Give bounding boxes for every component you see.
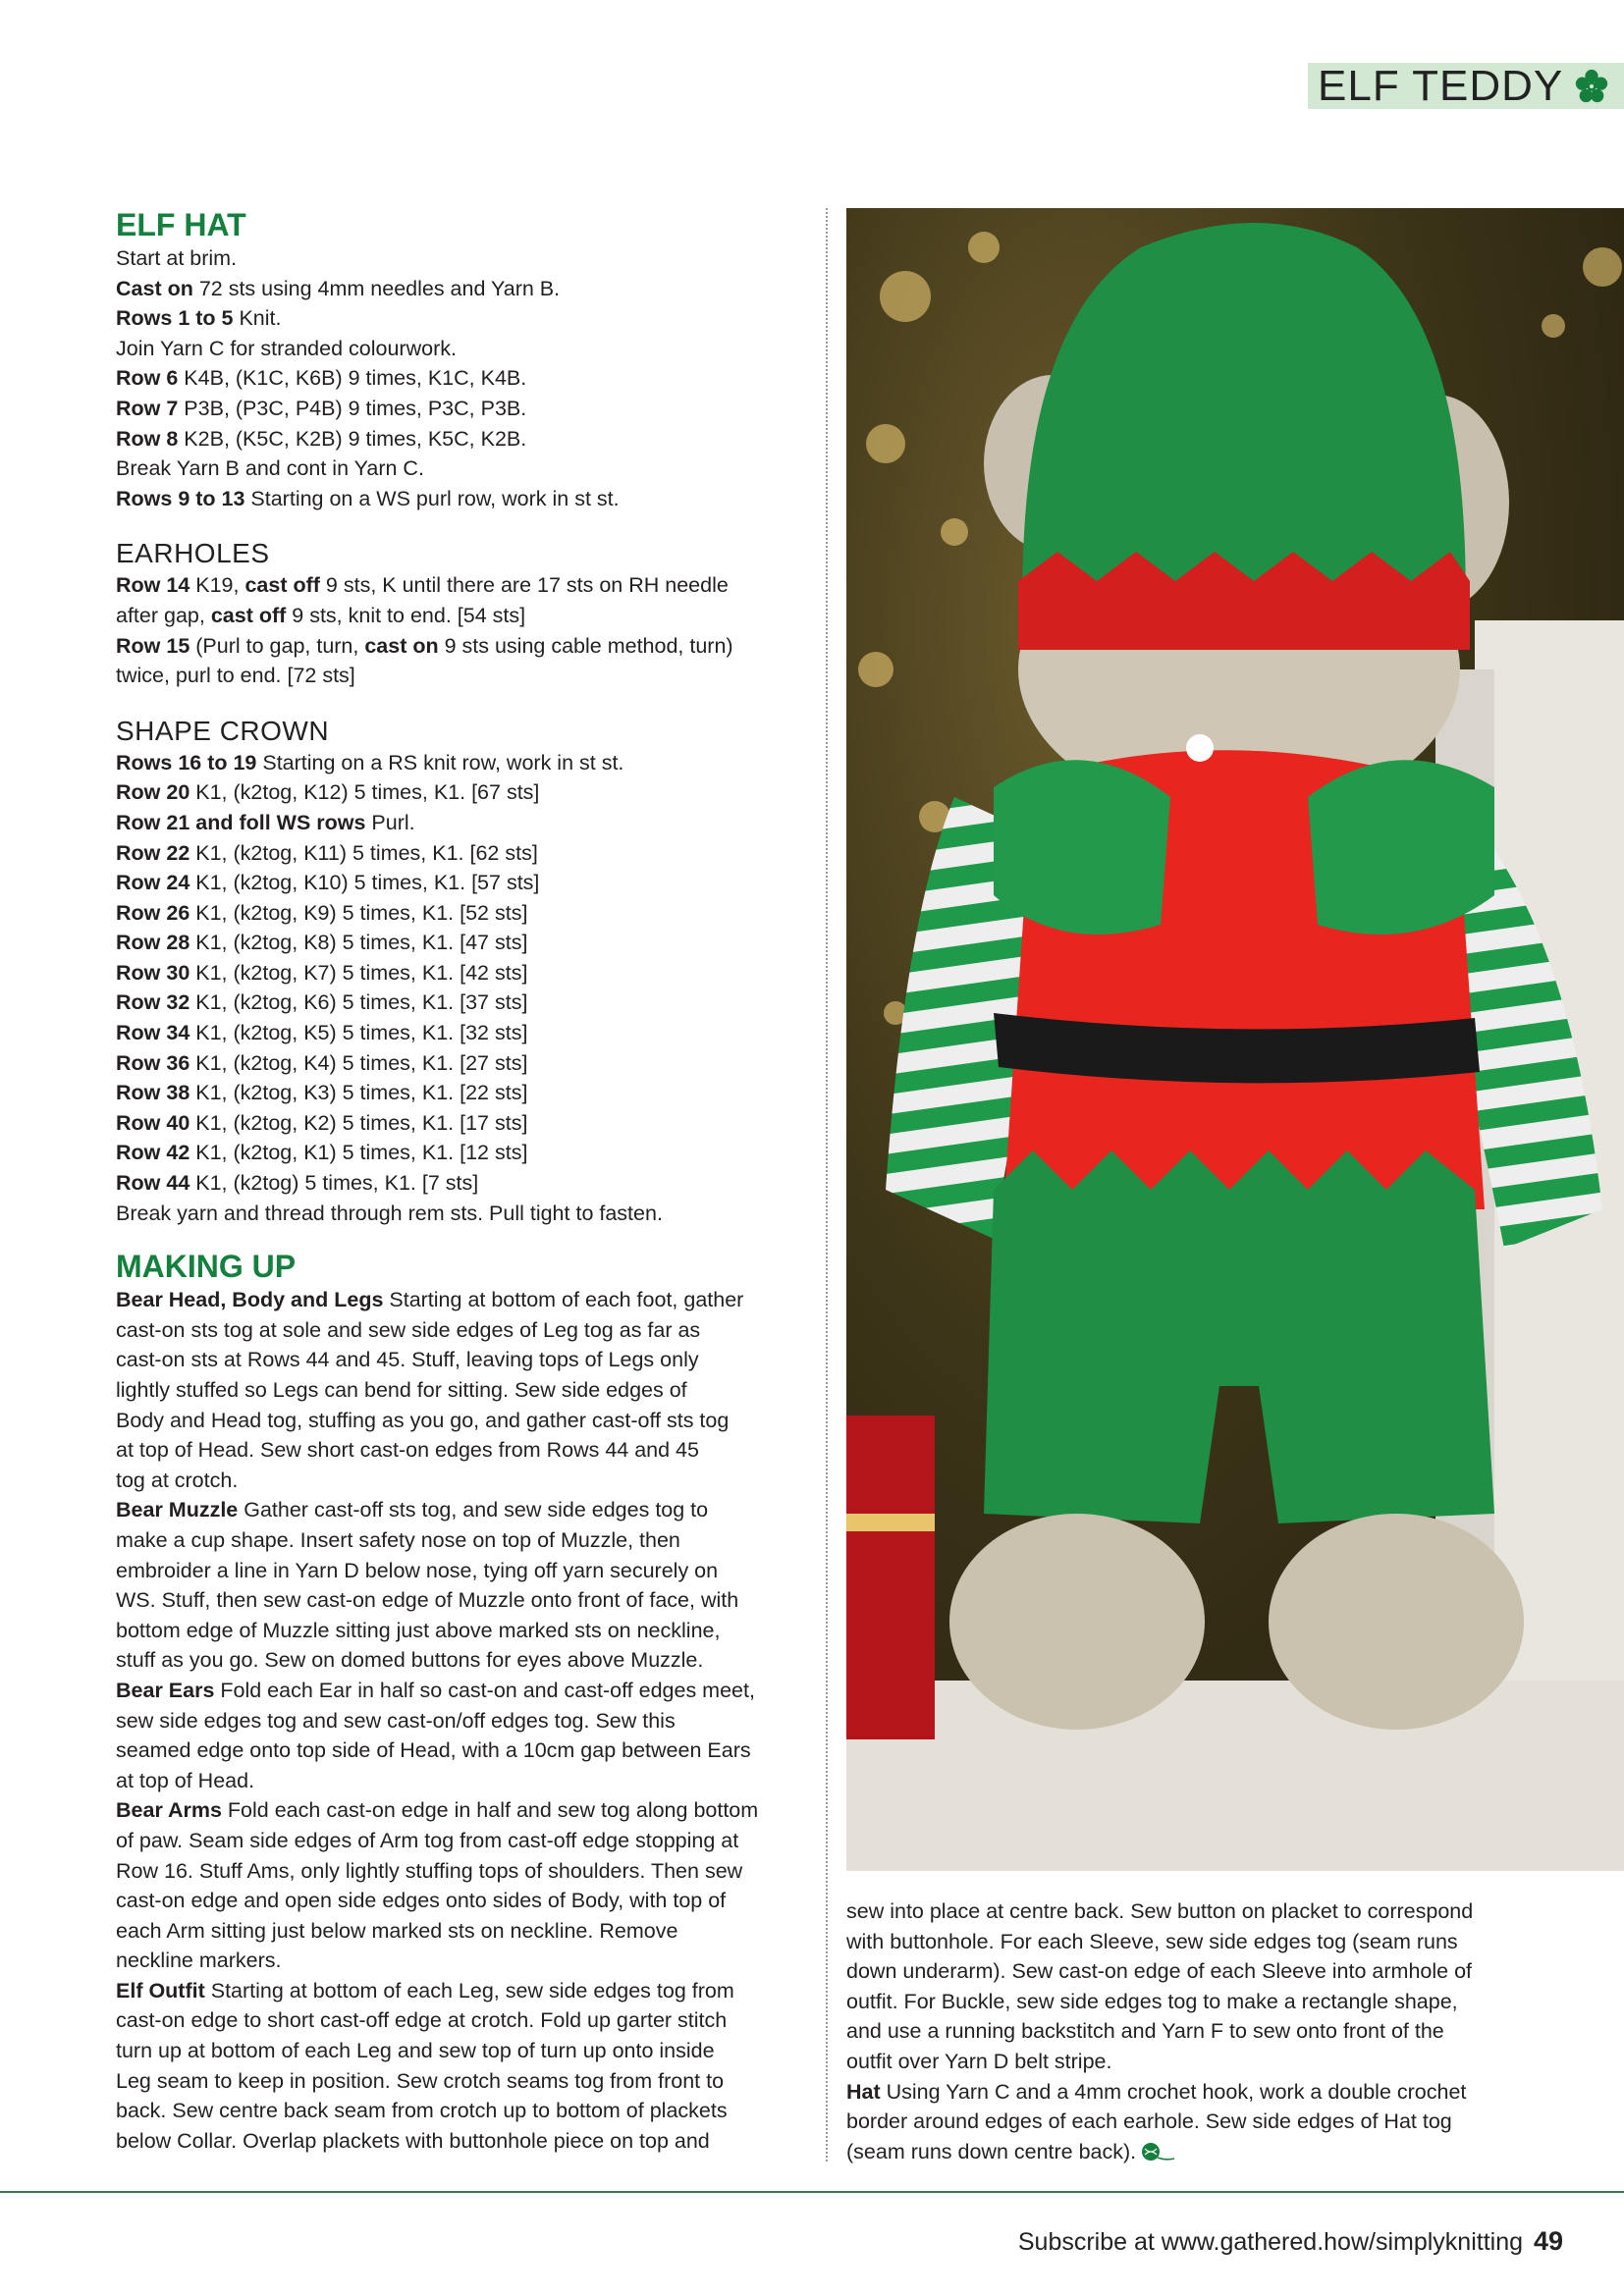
text-line (116, 631, 813, 662)
body-text: bottom edge of Muzzle sitting just above marked sts on neckline, (116, 1618, 721, 1642)
making-up-body (116, 1285, 813, 2156)
page-number: 49 (1533, 2226, 1563, 2256)
body-text: K1, (k2tog, K4) 5 times, K1. [27 sts] (189, 1050, 528, 1075)
text-line (116, 2096, 813, 2126)
body-text: Knit. (233, 306, 282, 331)
text-line (116, 1766, 813, 1796)
body-text: at top of Head. (116, 1768, 255, 1792)
bold-label: cast off (244, 573, 320, 598)
text-line (116, 1856, 813, 1887)
body-text: stuff as you go. Sew on domed buttons for eyes above Muzzle. (116, 1648, 704, 1673)
text-line (116, 808, 813, 838)
body-text: twice, purl to end. [72 sts] (116, 664, 355, 688)
body-text: K1, (k2tog) 5 times, K1. [7 sts] (189, 1171, 479, 1196)
text-line (116, 1315, 813, 1346)
text-line (116, 1676, 813, 1706)
bold-label: Rows 1 to 5 (116, 306, 234, 331)
text-line (116, 1078, 813, 1108)
body-text: WS. Stuff, then sew cast-on edge of Muzzle onto front of face, with (116, 1588, 739, 1613)
text-line (116, 1406, 813, 1436)
bold-label: Row 20 (116, 780, 190, 805)
bold-label: Row 14 (116, 573, 190, 598)
body-text: K1, (k2tog, K5) 5 times, K1. [32 sts] (189, 1021, 528, 1045)
text-line (116, 1138, 813, 1168)
bold-label: Row 6 (116, 366, 179, 391)
body-text: Starting on a RS knit row, work in st st. (256, 750, 624, 774)
body-text: after gap, (116, 603, 211, 627)
bold-label: Hat (846, 2079, 881, 2104)
body-text: Starting at bottom of each Leg, sew side edges tog from (204, 1978, 734, 2002)
text-line (846, 2107, 1543, 2137)
body-text: Row 16. Stuff Ams, only lightly stuffing tops of shoulders. Then sew (116, 1858, 743, 1883)
bold-label: Row 7 (116, 396, 179, 420)
bold-label: Bear Muzzle (116, 1498, 239, 1522)
text-line (846, 2047, 1543, 2077)
body-text: embroider a line in Yarn D below nose, tying off yarn securely on (116, 1558, 719, 1582)
section-tab (1308, 63, 1624, 109)
text-line (116, 1108, 813, 1139)
bold-label: Row 28 (116, 931, 190, 955)
body-text: Fold each cast-on edge in half and sew tog along bottom (221, 1798, 759, 1823)
bold-label: Row 24 (116, 871, 190, 895)
body-text: neckline markers. (116, 1949, 282, 1973)
elf-hat-heading: ELF HAT (116, 207, 246, 242)
text-line (846, 1927, 1543, 1957)
clover-icon (1573, 68, 1610, 105)
text-line (846, 1896, 1543, 1927)
body-text: lightly stuffed so Legs can bend for sitting. Sew side edges of (116, 1378, 687, 1402)
body-text: cast-on sts at Rows 44 and 45. Stuff, leaving tops of Legs only (116, 1348, 699, 1372)
instructions-column-right (846, 1896, 1543, 2166)
text-line (116, 1826, 813, 1856)
section-title: ELF TEDDY (1318, 61, 1564, 110)
text-line (116, 1466, 813, 1496)
text-line (116, 661, 813, 691)
body-text: Join Yarn C for stranded colourwork. (116, 336, 457, 360)
bold-label: cast off (210, 603, 287, 627)
body-text: border around edges of each earhole. Sew side edges of Hat tog (846, 2109, 1452, 2134)
text-line (116, 394, 813, 424)
body-text: K1, (k2tog, K2) 5 times, K1. [17 sts] (189, 1110, 528, 1135)
body-text: K1, (k2tog, K11) 5 times, K1. [62 sts] (189, 840, 538, 865)
bold-label: Bear Ears (116, 1678, 215, 1702)
text-line (116, 303, 813, 334)
body-text: outfit. For Buckle, sew side edges tog to make a rectangle shape, (846, 1989, 1458, 2013)
making-up-heading: MAKING UP (116, 1249, 297, 1285)
body-text: Purl. (365, 810, 415, 834)
elf-teddy-illustration (846, 208, 1624, 1871)
body-text: turn up at bottom of each Leg and sew top of turn up onto inside (116, 2039, 715, 2063)
body-text: with buttonhole. For each Sleeve, sew side edges tog (seam runs (846, 1929, 1458, 1953)
text-line (116, 868, 813, 898)
body-text: 9 sts, knit to end. [54 sts] (286, 603, 526, 627)
bold-label: Row 42 (116, 1141, 190, 1165)
body-text: 72 sts using 4mm needles and Yarn B. (192, 276, 561, 300)
body-text: cast-on edge and open side edges onto sides of Body, with top of (116, 1889, 727, 1913)
text-line (116, 334, 813, 364)
body-text: and use a running backstitch and Yarn F to sew onto front of the (846, 2019, 1444, 2044)
text-line (846, 1987, 1543, 2017)
text-line (116, 958, 813, 988)
body-text: K1, (k2tog, K1) 5 times, K1. [12 sts] (189, 1141, 528, 1165)
body-text: Break Yarn B and cont in Yarn C. (116, 456, 424, 481)
text-line (116, 1645, 813, 1676)
body-text: outfit over Yarn D belt stripe. (846, 2049, 1112, 2073)
text-line (116, 1285, 813, 1315)
body-text: K1, (k2tog, K12) 5 times, K1. [67 sts] (189, 780, 540, 805)
text-line (116, 1916, 813, 1947)
elf-hat-body (116, 243, 813, 513)
body-text: Using Yarn C and a 4mm crochet hook, work a double crochet (880, 2079, 1467, 2104)
bold-label: cast on (364, 633, 439, 658)
shape-crown-body (116, 748, 813, 1229)
body-text: Fold each Ear in half so cast-on and cast-off edges meet, (214, 1678, 755, 1702)
body-text: Starting on a WS purl row, work in st st. (244, 486, 620, 510)
text-line (116, 1435, 813, 1466)
text-line (116, 2005, 813, 2036)
body-text: make a cup shape. Insert safety nose on top of Muzzle, then (116, 1527, 680, 1552)
text-line (116, 777, 813, 808)
body-text: Starting at bottom of each foot, gather (383, 1288, 744, 1312)
text-line (846, 2077, 1543, 2108)
body-text: tog at crotch. (116, 1468, 239, 1492)
text-line (116, 898, 813, 929)
text-line (116, 748, 813, 778)
text-line (116, 1735, 813, 1766)
text-line (846, 1956, 1543, 1987)
text-line (116, 454, 813, 484)
bold-label: Rows 9 to 13 (116, 486, 245, 510)
text-line (116, 1048, 813, 1079)
body-text: cast-on edge to short cast-off edge at crotch. Fold up garter stitch (116, 2008, 728, 2033)
body-text: at top of Head. Sew short cast-on edges from Rows 44 and 45 (116, 1438, 699, 1463)
column-divider (826, 208, 828, 2162)
text-line (116, 1375, 813, 1406)
bold-label: Rows 16 to 19 (116, 750, 257, 774)
body-text: (seam runs down centre back). (846, 2139, 1137, 2163)
bold-label: Bear Arms (116, 1798, 222, 1823)
body-text: K1, (k2tog, K6) 5 times, K1. [37 sts] (189, 990, 528, 1015)
text-line (116, 838, 813, 869)
yarn-ball-icon (1140, 2141, 1175, 2163)
text-line (116, 1706, 813, 1736)
body-text: each Arm sitting just below marked sts on neckline. Remove (116, 1918, 678, 1943)
bold-label: Row 44 (116, 1171, 190, 1196)
body-text: K1, (k2tog, K7) 5 times, K1. [42 sts] (189, 960, 528, 985)
bold-label: Row 15 (116, 633, 190, 658)
body-text: Break yarn and thread through rem sts. Pull tight to fasten. (116, 1201, 663, 1225)
bold-label: Elf Outfit (116, 1978, 205, 2002)
text-line (116, 988, 813, 1018)
bold-label: Row 30 (116, 960, 190, 985)
shape-crown-heading: SHAPE CROWN (116, 715, 330, 746)
body-text: of paw. Seam side edges of Arm tog from cast-off edge stopping at (116, 1828, 739, 1852)
body-text: (Purl to gap, turn, (189, 633, 365, 658)
bold-label: Row 32 (116, 990, 190, 1015)
body-text: K1, (k2tog, K8) 5 times, K1. [47 sts] (189, 931, 528, 955)
text-line (116, 2126, 813, 2157)
text-line (116, 363, 813, 394)
text-line (846, 2137, 1543, 2167)
earholes-heading: EARHOLES (116, 538, 270, 569)
text-line (116, 1199, 813, 1229)
text-line (116, 1886, 813, 1916)
text-line (116, 928, 813, 958)
body-text: K1, (k2tog, K10) 5 times, K1. [57 sts] (189, 871, 540, 895)
text-line (116, 2066, 813, 2097)
bold-label: Row 34 (116, 1021, 190, 1045)
body-text: Leg seam to keep in position. Sew crotch seams tog from front to (116, 2068, 725, 2093)
text-line (116, 1525, 813, 1556)
text-line (116, 484, 813, 514)
subscribe-link[interactable]: Subscribe at www.gathered.how/simplyknitting (1017, 2228, 1523, 2256)
text-line (116, 1795, 813, 1826)
body-text: 9 sts using cable method, turn) (438, 633, 733, 658)
body-text: down underarm). Sew cast-on edge of each Sleeve into armhole of (846, 1959, 1473, 1984)
text-line (116, 1976, 813, 2006)
bold-label: Row 21 and foll WS rows (116, 810, 366, 834)
bold-label: Row 26 (116, 900, 190, 925)
footer-rule (0, 2191, 1624, 2193)
body-text: Start at brim. (116, 246, 238, 270)
bold-label: Cast on (116, 276, 193, 300)
body-text: seamed edge onto top side of Head, with a 10cm gap between Ears (116, 1738, 751, 1763)
body-text: Body and Head tog, stuffing as you go, and gather cast-off sts tog (116, 1408, 730, 1432)
body-text: 9 sts, K until there are 17 sts on RH needle (319, 573, 729, 598)
text-line (116, 570, 813, 601)
page-footer (1018, 2226, 1563, 2257)
making-up-continued (846, 1896, 1543, 2166)
body-text: K1, (k2tog, K9) 5 times, K1. [52 sts] (189, 900, 528, 925)
bold-label: Row 38 (116, 1081, 190, 1105)
bold-label: Row 40 (116, 1110, 190, 1135)
text-line (116, 424, 813, 454)
body-text: K1, (k2tog, K3) 5 times, K1. [22 sts] (189, 1081, 528, 1105)
text-line (116, 601, 813, 631)
text-line (116, 1168, 813, 1199)
knitted-elf-teddy-photo (846, 208, 1624, 1871)
text-line (116, 1616, 813, 1646)
text-line (116, 2036, 813, 2066)
bold-label: Bear Head, Body and Legs (116, 1288, 384, 1312)
instructions-column-left (116, 206, 813, 2156)
body-text: P3B, (P3C, P4B) 9 times, P3C, P3B. (178, 396, 527, 420)
text-line (116, 1556, 813, 1586)
bold-label: Row 36 (116, 1050, 190, 1075)
text-line (116, 1585, 813, 1616)
body-text: sew into place at centre back. Sew button on placket to correspond (846, 1899, 1474, 1923)
text-line (116, 1946, 813, 1976)
body-text: below Collar. Overlap plackets with buttonhole piece on top and (116, 2128, 710, 2153)
body-text: back. Sew centre back seam from crotch up to bottom of plackets (116, 2099, 728, 2123)
body-text: K4B, (K1C, K6B) 9 times, K1C, K4B. (178, 366, 527, 391)
bold-label: Row 22 (116, 840, 190, 865)
text-line (116, 1495, 813, 1525)
text-line (116, 1018, 813, 1048)
body-text: cast-on sts tog at sole and sew side edges of Leg tog as far as (116, 1317, 701, 1342)
body-text: K2B, (K5C, K2B) 9 times, K5C, K2B. (178, 426, 527, 451)
text-line (846, 2016, 1543, 2047)
text-line (116, 243, 813, 274)
text-line (116, 274, 813, 304)
body-text: Gather cast-off sts tog, and sew side edges tog to (238, 1498, 709, 1522)
bold-label: Row 8 (116, 426, 179, 451)
body-text: K19, (189, 573, 245, 598)
text-line (116, 1345, 813, 1375)
body-text: sew side edges tog and sew cast-on/off edges tog. Sew this (116, 1708, 676, 1733)
earholes-body (116, 570, 813, 690)
